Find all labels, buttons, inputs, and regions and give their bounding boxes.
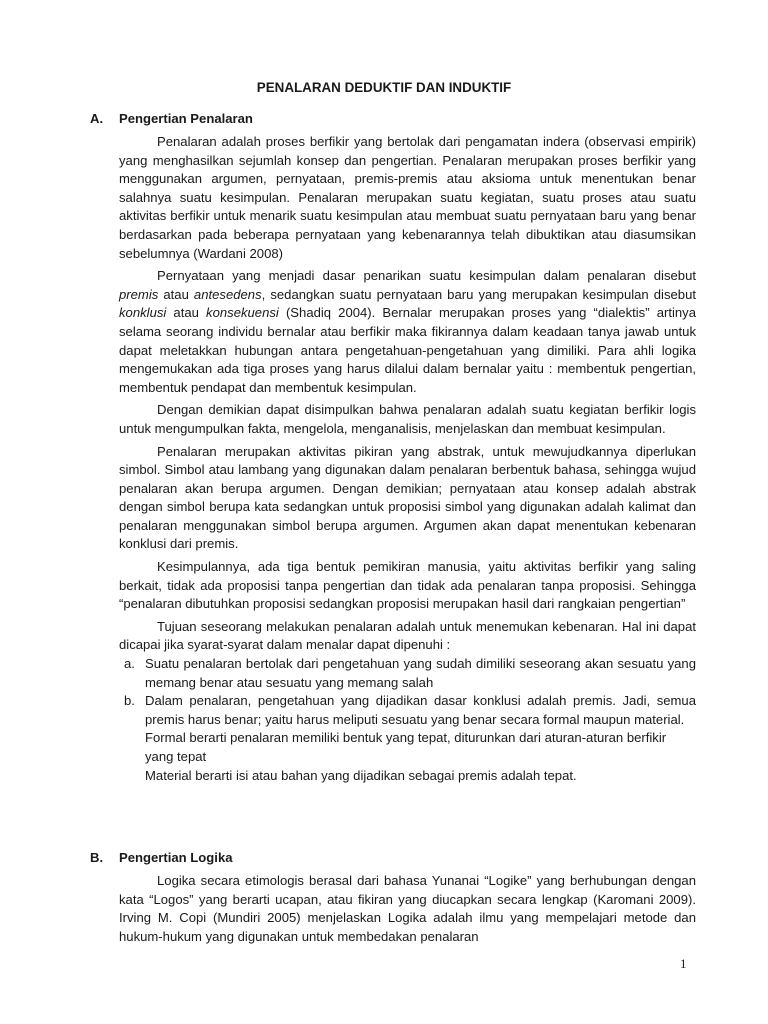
list-item-text: Suatu penalaran bertolak dari pengetahuan yang sudah dimiliki seseorang akan sesuatu yang memang benar atau sesuatu yang memang salah: [145, 656, 696, 690]
section-b-title: Pengertian Logika: [119, 850, 233, 865]
formal-note: Formal berarti penalaran memiliki bentuk yang tepat, diturunkan dari aturan-aturan berfikir yang tepat: [145, 730, 667, 764]
list-item: [119, 655, 696, 692]
page-number: 1: [680, 956, 687, 971]
requirements-list: [119, 655, 696, 729]
text-run: (Shadiq 2004). Bernalar merupakan proses yang “dialektis” artinya selama seorang individu bernalar atau berfikir maka fikirannya dalam keadaan tanya jawab untuk dapat meletakkan hubungan antara pengetahuan-pengetahuan yang dimiliki. Para ahli logika mengemukakan ada tiga proses yang harus dilalui dalam bernalar yaitu : membentuk pengertian, membentuk pendapat dan membentuk kesimpulan.: [119, 305, 696, 395]
term-konsekuensi: konsekuensi: [206, 305, 279, 321]
section-a-body: [119, 133, 696, 785]
section-a-title: Pengertian Penalaran: [119, 111, 253, 126]
section-a-letter: A.: [90, 111, 104, 126]
text-run: Pernyataan yang menjadi dasar penarikan suatu kesimpulan dalam penalaran disebut: [157, 268, 696, 284]
list-marker: b.: [124, 693, 135, 709]
paragraph: [119, 267, 696, 397]
section-b-body: [119, 872, 696, 946]
text-run: atau: [158, 286, 194, 302]
paragraph: Penalaran merupakan aktivitas pikiran yang abstrak, untuk mewujudkannya diperlukan simbol. Simbol atau lambang yang digunakan dalam penalaran berbentuk bahasa, sehingga wujud penalaran akan berupa argumen. Dengan demikian; pernyataan atau konsep adalah abstrak dengan simbol berupa kata sedangkan untuk proposisi simbol yang digunakan adalah kalimat dan penalaran menggunakan simbol berupa argumen. Argumen akan dapat menentukan kebenaran konklusi dari premis.: [119, 443, 696, 552]
list-marker: a.: [124, 656, 135, 672]
paragraph: Dengan demikian dapat disimpulkan bahwa penalaran adalah suatu kegiatan berfikir logis untuk mengumpulkan fakta, mengelola, menganalisis, menjelaskan dan membuat kesimpulan.: [119, 402, 696, 436]
section-a: [90, 110, 696, 785]
list-item: [119, 692, 696, 729]
section-a-heading: [90, 110, 696, 129]
list-item-text: Dalam penalaran, pengetahuan yang dijadikan dasar konklusi adalah premis. Jadi, semua premis harus benar; yaitu harus meliputi sesuatu yang benar secara formal maupun material.: [145, 693, 696, 727]
paragraph: Logika secara etimologis berasal dari bahasa Yunanai “Logike” yang berhubungan dengan kata “Logos” yang berarti ucapan, atau fikiran yang diucapkan secara lengkap (Karomani 2009). Irving M. Copi (Mundiri 2005) menjelaskan Logika adalah ilmu yang mempelajari metode dan hukum-hukum yang digunakan untuk membedakan penalaran: [119, 873, 696, 944]
paragraph: Tujuan seseorang melakukan penalaran adalah untuk menemukan kebenaran. Hal ini dapat dicapai jika syarat-syarat dalam menalar dapat dipenuhi :: [119, 618, 696, 653]
term-konklusi: konklusi: [119, 305, 167, 321]
paragraph: Kesimpulannya, ada tiga bentuk pemikiran manusia, yaitu aktivitas berfikir yang saling berkait, tidak ada proposisi tanpa pengertian dan tidak ada penalaran tanpa proposisi. Sehingga “penalaran dibutuhkan proposisi sedangkan proposisi merupakan hasil dari rangkaian pengertian”: [119, 559, 696, 612]
term-antesedens: antesedens: [193, 286, 262, 302]
term-premis: premis: [119, 286, 159, 302]
paragraph: Penalaran adalah proses berfikir yang bertolak dari pengamatan indera (observasi empirik) yang menghasilkan sejumlah konsep dan pengertian. Penalaran merupakan proses berfikir yang menggunakan argumen, pernyataan, premis-premis atau aksioma untuk menentukan benar salahnya suatu kesimpulan. Penalaran merupakan suatu kegiatan, suatu proses atau suatu aktivitas berfikir untuk menarik suatu kesimpulan atau membuat suatu pernyataan baru yang benar berdasarkan pada beberapa pernyataan yang kebenarannya telah dibuktikan atau diasumsikan sebelumnya (Wardani 2008): [119, 134, 696, 261]
text-run: , sedangkan suatu pernyataan baru yang merupakan kesimpulan disebut: [261, 286, 696, 302]
document-title: PENALARAN DEDUKTIF DAN INDUKTIF: [256, 80, 512, 95]
section-b: [90, 849, 696, 950]
material-note: Material berarti isi atau bahan yang dijadikan sebagai premis adalah tepat.: [145, 767, 577, 783]
section-b-letter: B.: [90, 850, 104, 865]
text-run: atau: [166, 305, 207, 321]
section-b-heading: [90, 849, 696, 868]
